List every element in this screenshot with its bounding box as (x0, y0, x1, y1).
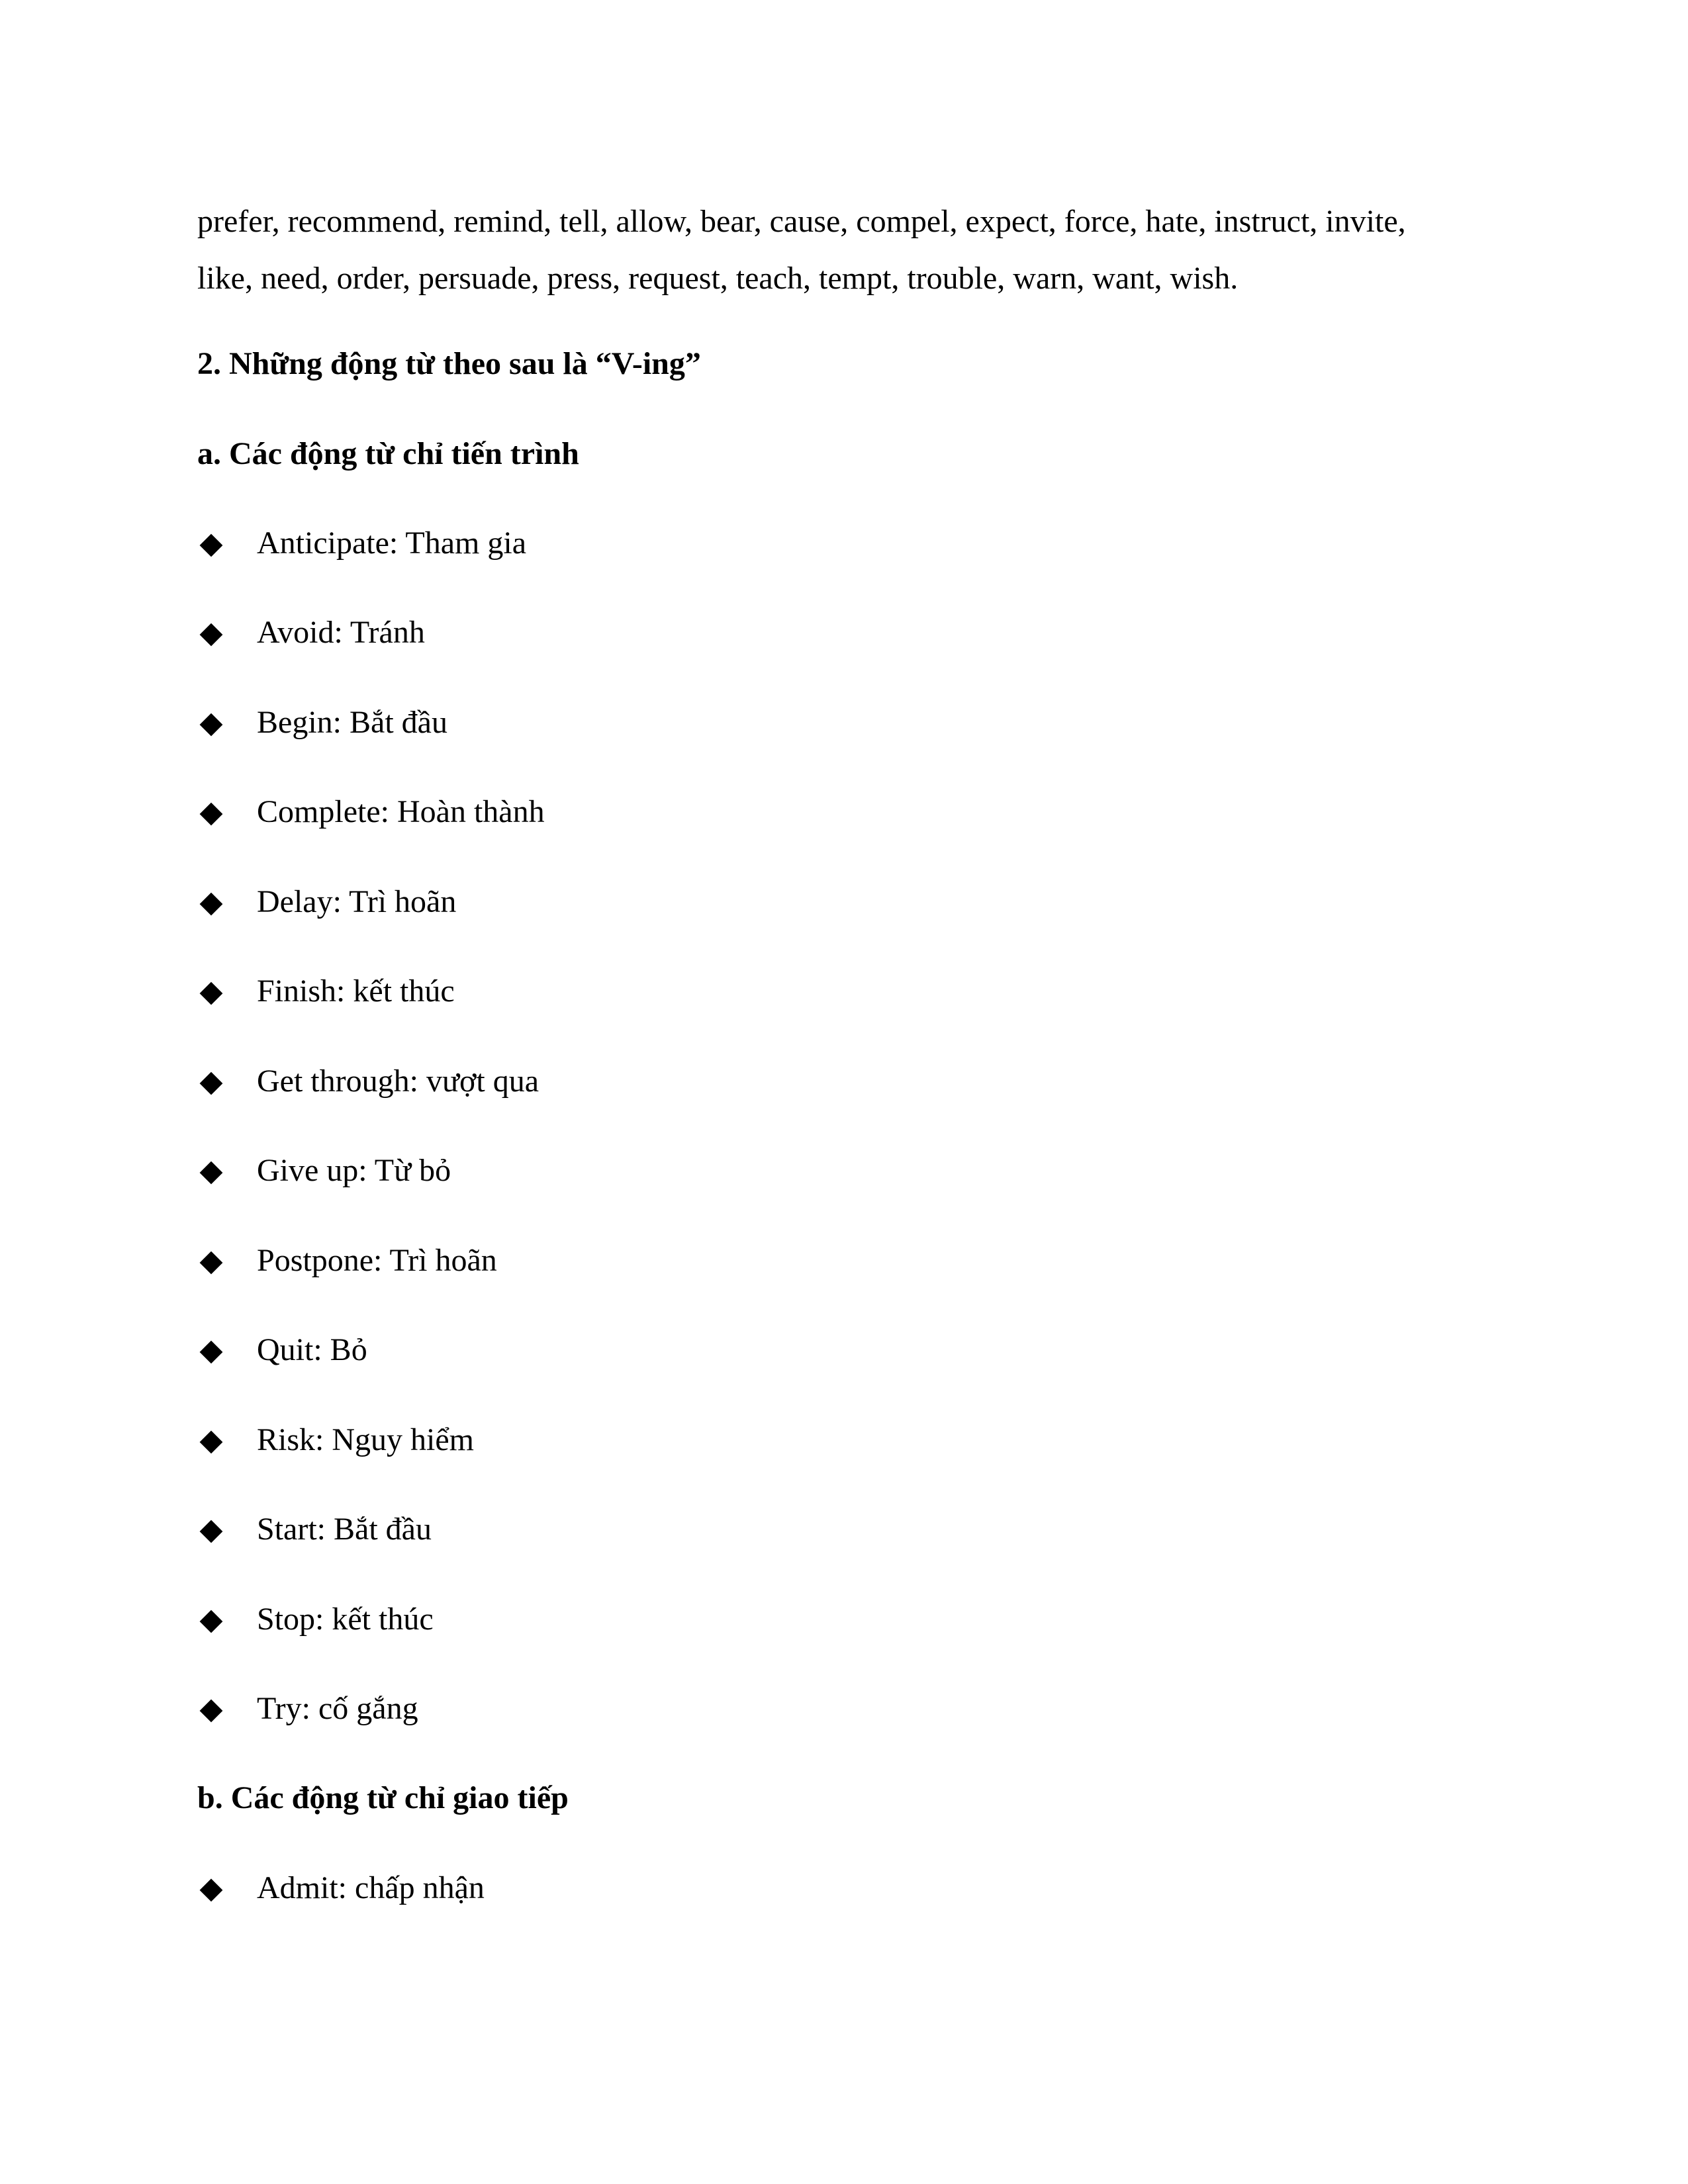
intro-paragraph (197, 193, 1495, 307)
list-item-text: Delay: Trì hoãn (257, 884, 457, 919)
black-diamond-icon (200, 534, 223, 557)
list-item-text: Begin: Bắt đầu (257, 705, 447, 740)
list-item-text: Anticipate: Tham gia (257, 525, 526, 561)
section-heading: 2. Những động từ theo sau là “V-ing” (197, 346, 701, 381)
black-diamond-icon (200, 1610, 223, 1633)
list-item-text: Risk: Nguy hiểm (257, 1422, 475, 1457)
list-item-text: Avoid: Tránh (257, 615, 425, 650)
black-diamond-icon (200, 982, 223, 1005)
black-diamond-icon (200, 1879, 223, 1902)
list-item-text: Complete: Hoàn thành (257, 794, 545, 829)
black-diamond-icon (200, 803, 223, 826)
black-diamond-icon (200, 623, 223, 647)
intro-line: prefer, recommend, remind, tell, allow, bear, cause, compel, expect, force, hate, instruct, invite, (197, 204, 1406, 239)
black-diamond-icon (200, 1161, 223, 1185)
black-diamond-icon (200, 713, 223, 737)
black-diamond-icon (200, 1072, 223, 1095)
black-diamond-icon (200, 1251, 223, 1275)
subsection-heading-b: b. Các động từ chỉ giao tiếp (197, 1780, 569, 1815)
list-item-text: Postpone: Trì hoãn (257, 1243, 497, 1278)
list-item-text: Give up: Từ bỏ (257, 1153, 451, 1188)
list-item-text: Get through: vượt qua (257, 1064, 539, 1099)
black-diamond-icon (200, 893, 223, 916)
list-item-text: Start: Bắt đầu (257, 1512, 432, 1547)
intro-line: like, need, order, persuade, press, request, teach, tempt, trouble, warn, want, wish. (197, 261, 1239, 296)
black-diamond-icon (200, 1431, 223, 1454)
black-diamond-icon (200, 1341, 223, 1364)
black-diamond-icon (200, 1700, 223, 1723)
black-diamond-icon (200, 1520, 223, 1543)
list-item-text: Finish: kết thúc (257, 974, 455, 1009)
list-item-text: Admit: chấp nhận (257, 1870, 485, 1905)
list-item-text: Quit: Bỏ (257, 1332, 367, 1367)
list-item-text: Try: cố gắng (257, 1691, 418, 1726)
list-item-text: Stop: kết thúc (257, 1602, 434, 1637)
subsection-heading-a: a. Các động từ chỉ tiến trình (197, 436, 579, 471)
